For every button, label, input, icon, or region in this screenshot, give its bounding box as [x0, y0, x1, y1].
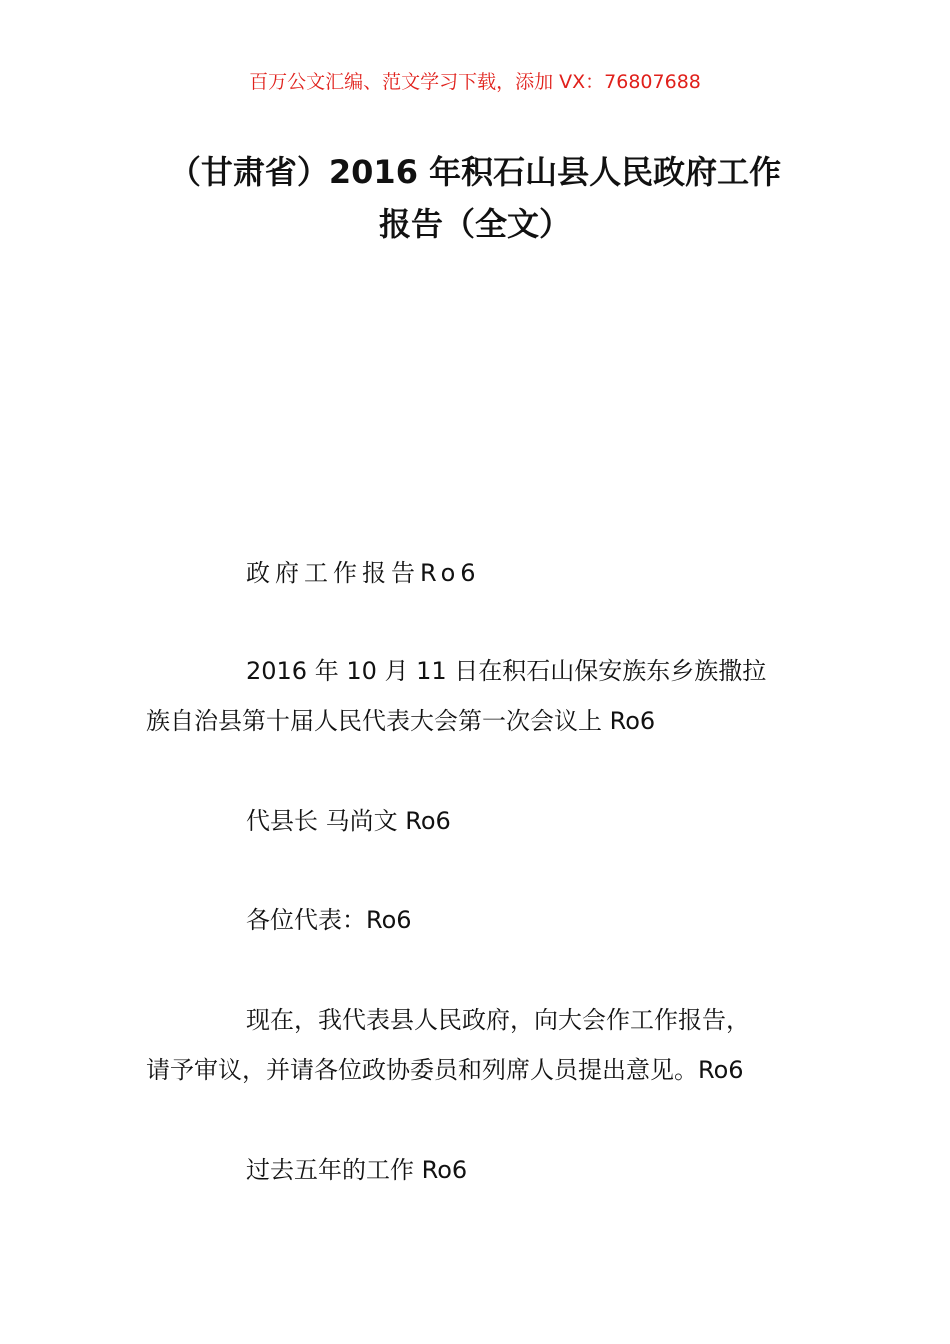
title-line-2: 报告（全文）: [378, 205, 571, 243]
meeting-line-1: 2016 年 10 月 11 日在积石山保安族东乡族撒拉: [246, 657, 767, 685]
speaker-paragraph: [146, 796, 810, 846]
section-heading: 过去五年的工作 Ro6: [246, 1156, 468, 1184]
intro-paragraph: [146, 995, 810, 1095]
report-heading-paragraph: [146, 548, 810, 598]
document-title: [100, 146, 850, 250]
speaker-line: 代县长 马尚文 Ro6: [246, 807, 451, 835]
meeting-paragraph: [146, 646, 810, 746]
meeting-line-2: 族自治县第十届人民代表大会第一次会议上 Ro6: [146, 707, 656, 735]
header-note: 百万公文汇编、范文学习下载，添加 VX：76807688: [249, 71, 701, 93]
section-heading-paragraph: [146, 1145, 810, 1195]
intro-line-1: 现在，我代表县人民政府，向大会作工作报告，: [246, 1006, 750, 1034]
intro-line-2: 请予审议，并请各位政协委员和列席人员提出意见。Ro6: [146, 1056, 744, 1084]
report-heading: 政府工作报告Ro6: [246, 559, 481, 587]
salutation-paragraph: [146, 895, 810, 945]
salutation-line: 各位代表：Ro6: [246, 906, 412, 934]
title-line-1: （甘肃省）2016 年积石山县人民政府工作: [168, 153, 782, 191]
